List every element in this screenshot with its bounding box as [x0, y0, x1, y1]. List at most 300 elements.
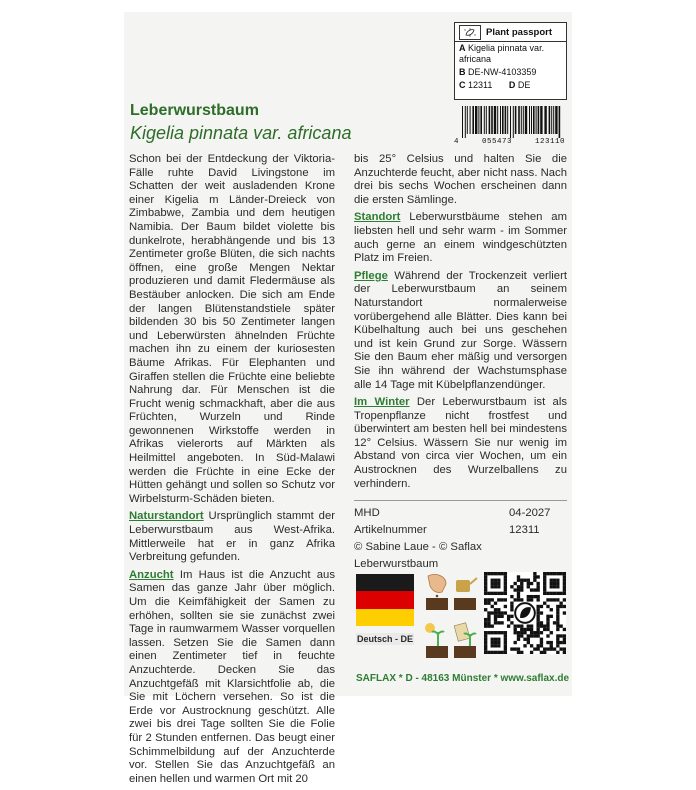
qr-module	[520, 582, 523, 585]
barcode-bar	[465, 106, 466, 138]
barcode-bar	[559, 106, 561, 138]
barcode-bar	[502, 106, 504, 134]
qr-module	[487, 621, 490, 624]
pflege-text: Während der Trockenzeit verliert der Leberwurstbaum an seinem Naturstandort normalerweise vorübergehend alle Blätter. Dies kann bei Kübelhaltung auch bei uns geschehen und ist kein Grund zur Sorge. Wässern Sie den Baum eher mäßig und versorgen Sie ihn während der Wachstumsphase alle 14 Tage mit Kübelpflanzendünger.	[354, 269, 567, 391]
qr-module	[500, 651, 503, 654]
qr-module	[494, 618, 497, 621]
qr-module	[550, 598, 553, 601]
seedling-sun-icon	[425, 623, 448, 658]
passport-row-b	[455, 66, 566, 79]
qr-module	[494, 608, 497, 611]
qr-module	[527, 595, 530, 598]
hand-sowing-icon	[426, 574, 448, 610]
barcode-bar	[515, 106, 517, 134]
passport-title: Plant passport	[486, 26, 552, 38]
qr-module	[497, 631, 500, 634]
qr-module	[484, 608, 487, 611]
qr-module	[563, 598, 566, 601]
qr-module	[520, 598, 523, 601]
passport-c-value: 12311	[468, 80, 493, 90]
qr-module	[540, 631, 543, 634]
qr-module	[556, 624, 559, 627]
qr-module	[491, 631, 494, 634]
naturstandort-paragraph	[129, 510, 335, 564]
qr-module	[487, 602, 490, 605]
qr-module	[533, 595, 536, 598]
passport-header	[455, 23, 566, 42]
qr-module	[553, 585, 556, 588]
qr-module	[543, 628, 546, 631]
qr-module	[556, 611, 559, 614]
barcode-bar	[470, 106, 471, 134]
qr-module	[504, 582, 507, 585]
qr-module	[484, 644, 487, 647]
qr-module	[553, 592, 556, 595]
qr-module	[494, 572, 497, 575]
qr-module	[530, 628, 533, 631]
qr-module	[533, 588, 536, 591]
footer-address: SAFLAX * D - 48163 Münster * www.saflax.de	[356, 673, 570, 684]
qr-module	[510, 608, 513, 611]
qr-module	[484, 634, 487, 637]
qr-module	[504, 611, 507, 614]
qr-module	[520, 631, 523, 634]
qr-module	[504, 605, 507, 608]
qr-module	[484, 641, 487, 644]
qr-module	[540, 641, 543, 644]
qr-module	[491, 598, 494, 601]
seed-packet-back	[124, 12, 572, 785]
qr-module	[494, 621, 497, 624]
qr-module	[523, 579, 526, 582]
qr-module	[523, 644, 526, 647]
winter-paragraph	[354, 396, 567, 491]
qr-module	[543, 592, 546, 595]
qr-module	[556, 644, 559, 647]
qr-module	[514, 598, 517, 601]
qr-module	[559, 641, 562, 644]
barcode-bar	[475, 106, 477, 134]
qr-module	[497, 572, 500, 575]
qr-module	[530, 582, 533, 585]
qr-module	[546, 628, 549, 631]
qr-module	[543, 647, 546, 650]
flag-stripe-gold	[356, 609, 414, 626]
barcode-bar	[480, 106, 482, 134]
qr-module	[504, 631, 507, 634]
qr-module	[484, 582, 487, 585]
qr-module	[546, 605, 549, 608]
barcode-bar	[497, 106, 498, 134]
qr-module	[510, 585, 513, 588]
qr-module	[487, 618, 490, 621]
qr-module	[517, 631, 520, 634]
qr-module	[500, 621, 503, 624]
sowing-icons	[420, 572, 480, 668]
qr-module	[494, 602, 497, 605]
article-value: 12311	[509, 524, 540, 536]
qr-module	[514, 582, 517, 585]
qr-module	[487, 651, 490, 654]
qr-module	[527, 585, 530, 588]
qr-module	[497, 592, 500, 595]
article-row	[354, 524, 567, 541]
anzucht-heading: Anzucht	[129, 568, 174, 581]
qr-module	[527, 628, 530, 631]
qr-module	[556, 651, 559, 654]
qr-module	[494, 579, 497, 582]
qr-module	[527, 582, 530, 585]
qr-module	[563, 611, 566, 614]
standort-text: Leberwurstbäume stehen am liebsten hell und sehr warm - im Sommer auch gerne an einem windgeschützten Platz im Freien.	[354, 211, 567, 265]
barcode-bars	[454, 106, 565, 138]
qr-module	[517, 651, 520, 654]
qr-module	[540, 651, 543, 654]
qr-module	[484, 588, 487, 591]
flag-stripe-red	[356, 591, 414, 608]
qr-module	[517, 588, 520, 591]
barcode-bar	[489, 106, 491, 134]
qr-module	[563, 638, 566, 641]
info-product-name: Leberwurstbaum	[354, 558, 439, 570]
qr-module	[527, 598, 530, 601]
qr-module	[500, 598, 503, 601]
qr-module	[556, 634, 559, 637]
qr-module	[536, 588, 539, 591]
qr-module	[504, 572, 507, 575]
qr-module	[497, 608, 500, 611]
barcode-bar	[544, 106, 546, 134]
qr-module	[520, 585, 523, 588]
qr-module	[500, 592, 503, 595]
qr-module	[556, 618, 559, 621]
qr-module	[563, 647, 566, 650]
qr-module	[546, 592, 549, 595]
qr-module	[536, 575, 539, 578]
qr-module	[510, 602, 513, 605]
qr-module	[536, 631, 539, 634]
qr-module	[504, 634, 507, 637]
qr-module	[491, 641, 494, 644]
qr-module	[514, 588, 517, 591]
qr-module	[536, 628, 539, 631]
qr-module	[507, 618, 510, 621]
barcode-bar	[536, 106, 537, 134]
qr-module	[563, 605, 566, 608]
qr-module	[563, 651, 566, 654]
barcode-bar	[540, 106, 542, 134]
qr-module	[507, 624, 510, 627]
qr-module	[553, 598, 556, 601]
qr-module	[527, 638, 530, 641]
qr-module	[556, 615, 559, 618]
qr-module	[559, 605, 562, 608]
qr-module	[491, 592, 494, 595]
qr-module	[559, 602, 562, 605]
barcode-bar	[518, 106, 520, 134]
qr-module	[530, 598, 533, 601]
qr-module	[497, 644, 500, 647]
qr-module	[530, 631, 533, 634]
qr-module	[543, 572, 546, 575]
qr-module	[527, 641, 530, 644]
barcode-bar	[505, 106, 507, 134]
qr-module	[550, 644, 553, 647]
qr-module	[543, 651, 546, 654]
qr-module	[546, 624, 549, 627]
qr-module	[550, 631, 553, 634]
qr-module	[530, 624, 533, 627]
qr-module	[556, 621, 559, 624]
pflege-heading: Pflege	[354, 269, 388, 282]
passport-c-label: C	[459, 80, 466, 90]
qr-module	[514, 631, 517, 634]
flag-stripe-black	[356, 574, 414, 591]
passport-b-label: B	[459, 67, 466, 77]
qr-module	[497, 641, 500, 644]
qr-module	[504, 644, 507, 647]
qr-module	[543, 588, 546, 591]
qr-module	[494, 638, 497, 641]
qr-module	[553, 647, 556, 650]
barcode-digits-left: 055473	[481, 138, 512, 146]
qr-module	[517, 647, 520, 650]
mhd-row	[354, 507, 567, 524]
qr-module	[556, 638, 559, 641]
qr-module	[514, 624, 517, 627]
qr-module	[520, 651, 523, 654]
qr-module	[563, 575, 566, 578]
qr-module	[484, 579, 487, 582]
qr-module	[540, 621, 543, 624]
qr-module	[491, 585, 494, 588]
qr-module	[484, 592, 487, 595]
qr-module	[514, 641, 517, 644]
qr-module	[536, 608, 539, 611]
qr-module	[494, 592, 497, 595]
barcode-bar	[510, 106, 511, 138]
qr-module	[504, 647, 507, 650]
qr-module	[504, 585, 507, 588]
qr-module	[494, 644, 497, 647]
barcode-bar	[521, 106, 522, 134]
qr-module	[556, 579, 559, 582]
qr-module	[536, 634, 539, 637]
qr-module	[540, 638, 543, 641]
qr-module	[484, 618, 487, 621]
qr-module	[484, 598, 487, 601]
qr-module	[527, 579, 530, 582]
qr-module	[504, 579, 507, 582]
qr-module	[523, 638, 526, 641]
barcode-bar	[486, 106, 487, 134]
passport-row-cd	[455, 79, 566, 92]
qr-module	[494, 582, 497, 585]
qr-module	[553, 621, 556, 624]
barcode-bar	[513, 106, 514, 138]
qr-module	[550, 647, 553, 650]
german-flag	[356, 574, 414, 626]
qr-module	[550, 585, 553, 588]
standort-paragraph	[354, 211, 567, 265]
article-label: Artikelnummer	[354, 524, 427, 536]
qr-module	[550, 582, 553, 585]
qr-module	[550, 608, 553, 611]
qr-module	[536, 618, 539, 621]
qr-module	[543, 575, 546, 578]
qr-module	[543, 585, 546, 588]
qr-module	[556, 605, 559, 608]
qr-module	[484, 621, 487, 624]
barcode-bar	[551, 106, 552, 134]
qr-module	[494, 585, 497, 588]
qr-module	[556, 608, 559, 611]
barcode-bar	[494, 106, 496, 134]
qr-module	[523, 628, 526, 631]
qr-module	[491, 651, 494, 654]
qr-module	[484, 624, 487, 627]
passport-d-label: D	[508, 80, 516, 90]
qr-module	[504, 641, 507, 644]
qr-module	[527, 634, 530, 637]
qr-module	[484, 572, 487, 575]
pflege-paragraph	[354, 270, 567, 392]
qr-module	[491, 605, 494, 608]
barcode-bar	[533, 106, 535, 134]
qr-module	[530, 651, 533, 654]
qr-module	[517, 579, 520, 582]
qr-module	[491, 579, 494, 582]
qr-code[interactable]	[484, 572, 566, 654]
qr-module	[494, 651, 497, 654]
barcode-bar	[500, 106, 501, 134]
qr-module	[546, 598, 549, 601]
barcode-bar	[467, 106, 468, 134]
qr-module	[517, 575, 520, 578]
watering-can-icon	[454, 578, 477, 610]
barcode-bar	[529, 106, 530, 134]
qr-module	[536, 644, 539, 647]
barcode-bar	[491, 106, 493, 134]
qr-module	[533, 575, 536, 578]
qr-module	[546, 634, 549, 637]
qr-module	[550, 579, 553, 582]
qr-module	[494, 611, 497, 614]
qr-module	[553, 582, 556, 585]
qr-module	[507, 615, 510, 618]
qr-module	[500, 615, 503, 618]
barcode-bar	[555, 106, 557, 134]
qr-module	[550, 572, 553, 575]
qr-module	[517, 638, 520, 641]
qr-module	[484, 631, 487, 634]
qr-module	[556, 641, 559, 644]
qr-module	[497, 651, 500, 654]
qr-module	[550, 592, 553, 595]
qr-module	[510, 647, 513, 650]
qr-module	[491, 572, 494, 575]
qr-module	[497, 582, 500, 585]
qr-module	[517, 585, 520, 588]
qr-module	[484, 602, 487, 605]
naturstandort-text: Ursprünglich stammt der Leberwurstbaum aus West-Afrika. Mittlerweile hat er in ganz Afrika Verbreitung gefunden.	[129, 510, 335, 564]
standort-heading: Standort	[354, 211, 401, 224]
qr-module	[500, 611, 503, 614]
qr-module	[563, 579, 566, 582]
qr-module	[523, 631, 526, 634]
qr-module	[563, 634, 566, 637]
plant-passport	[454, 22, 567, 100]
qr-module	[536, 582, 539, 585]
qr-module	[497, 621, 500, 624]
qr-module	[563, 628, 566, 631]
qr-module	[543, 624, 546, 627]
qr-module	[504, 638, 507, 641]
qr-module	[517, 592, 520, 595]
qr-module	[497, 585, 500, 588]
qr-module	[520, 588, 523, 591]
qr-module	[546, 641, 549, 644]
qr-module	[556, 572, 559, 575]
barcode-bar	[507, 106, 508, 134]
qr-module	[530, 634, 533, 637]
winter-text: Der Leberwurstbaum ist als Tropenpflanze nicht frostfest und überwintert am besten hell bei mindestens 12° Celsius. Wässern Sie nur wenig im Abstand von circa vier Wochen, um ein Austrocknen des Wurzelballens zu verhindern.	[354, 396, 567, 490]
qr-module	[517, 595, 520, 598]
qr-module	[510, 595, 513, 598]
qr-module	[494, 641, 497, 644]
qr-module	[556, 628, 559, 631]
barcode-digits	[454, 138, 565, 146]
barcode-bar	[472, 106, 474, 134]
qr-module	[520, 634, 523, 637]
qr-module	[530, 588, 533, 591]
qr-module	[510, 615, 513, 618]
language-caption: Deutsch - DE	[356, 634, 413, 644]
qr-module	[500, 572, 503, 575]
qr-module	[550, 641, 553, 644]
info-divider	[354, 500, 567, 501]
qr-module	[487, 631, 490, 634]
qr-module	[556, 585, 559, 588]
qr-module	[484, 585, 487, 588]
qr-module	[559, 647, 562, 650]
product-name: Leberwurstbaum	[130, 102, 259, 119]
anzucht-continued: bis 25° Celsius und halten Sie die Anzuchterde feucht, aber nicht nass. Nach drei bis sechs Wochen erscheinen dann die ersten Sämlinge.	[354, 153, 567, 206]
qr-module	[497, 598, 500, 601]
qr-module	[546, 621, 549, 624]
winter-heading: Im Winter	[354, 396, 410, 409]
copyright-text: © Sabine Laue - © Saflax	[354, 541, 482, 553]
qr-module	[530, 595, 533, 598]
qr-module	[546, 647, 549, 650]
barcode-bar	[553, 106, 554, 134]
qr-module	[484, 575, 487, 578]
qr-module	[546, 618, 549, 621]
qr-module	[514, 647, 517, 650]
qr-module	[510, 605, 513, 608]
qr-module	[491, 582, 494, 585]
qr-module	[559, 624, 562, 627]
qr-module	[504, 592, 507, 595]
qr-module	[559, 592, 562, 595]
eu-organic-leaf-icon	[459, 25, 481, 40]
qr-module	[559, 572, 562, 575]
qr-module	[487, 611, 490, 614]
qr-module	[484, 647, 487, 650]
passport-b-value: DE-NW-4103359	[468, 67, 537, 77]
barcode-bar	[531, 106, 532, 134]
qr-module	[510, 621, 513, 624]
